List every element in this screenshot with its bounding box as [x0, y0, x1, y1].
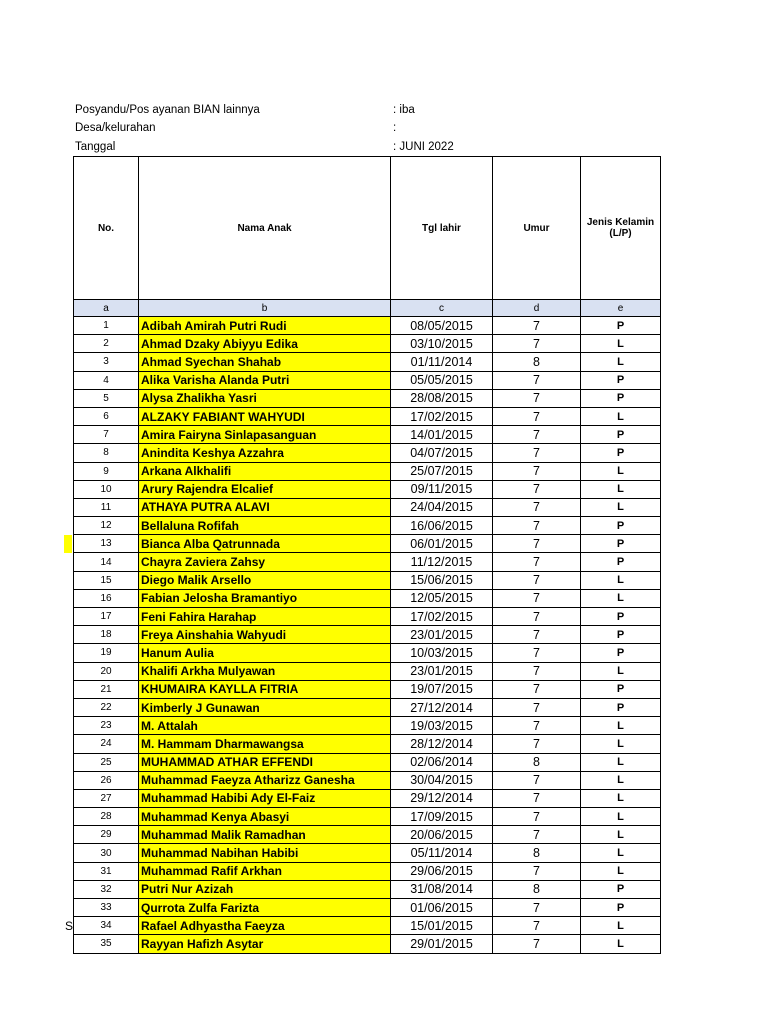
- child-name-cell: Putri Nur Azizah: [139, 880, 391, 898]
- table-header-row: [74, 157, 661, 300]
- row-number-cell: 11: [74, 498, 139, 516]
- age-cell: 7: [493, 698, 581, 716]
- child-name-cell: Hanum Aulia: [139, 644, 391, 662]
- sex-cell: L: [581, 735, 661, 753]
- age-cell: 7: [493, 571, 581, 589]
- child-name-cell: Bellaluna Rofifah: [139, 517, 391, 535]
- table-row: [74, 517, 661, 535]
- row-number-cell: 17: [74, 608, 139, 626]
- age-cell: 7: [493, 662, 581, 680]
- age-cell: 7: [493, 808, 581, 826]
- age-cell: 7: [493, 644, 581, 662]
- birth-date-cell: 20/06/2015: [391, 826, 493, 844]
- row-number-cell: 5: [74, 389, 139, 407]
- table-row: [74, 317, 661, 335]
- child-name-cell: Muhammad Faeyza Atharizz Ganesha: [139, 771, 391, 789]
- age-cell: 7: [493, 517, 581, 535]
- age-cell: 7: [493, 680, 581, 698]
- col-letter-b: b: [139, 300, 391, 317]
- sex-cell: L: [581, 662, 661, 680]
- col-header-tgl-lahir: Tgl lahir: [391, 157, 493, 300]
- birth-date-cell: 16/06/2015: [391, 517, 493, 535]
- age-cell: 8: [493, 353, 581, 371]
- highlight-mark: [64, 535, 72, 553]
- child-name-cell: Muhammad Nabihan Habibi: [139, 844, 391, 862]
- age-cell: 7: [493, 717, 581, 735]
- posyandu-value: : iba: [393, 104, 415, 116]
- sex-cell: L: [581, 789, 661, 807]
- child-name-cell: M. Attalah: [139, 717, 391, 735]
- birth-date-cell: 28/08/2015: [391, 389, 493, 407]
- sex-cell: P: [581, 680, 661, 698]
- child-name-cell: Muhammad Malik Ramadhan: [139, 826, 391, 844]
- birth-date-cell: 06/01/2015: [391, 535, 493, 553]
- row-number-cell: 14: [74, 553, 139, 571]
- birth-date-cell: 01/06/2015: [391, 899, 493, 917]
- posyandu-label: Posyandu/Pos ayanan BIAN lainnya: [75, 104, 260, 116]
- row-number-cell: 8: [74, 444, 139, 462]
- row-number-cell: 20: [74, 662, 139, 680]
- row-number-cell: 19: [74, 644, 139, 662]
- birth-date-cell: 25/07/2015: [391, 462, 493, 480]
- child-name-cell: Freya Ainshahia Wahyudi: [139, 626, 391, 644]
- sex-cell: L: [581, 589, 661, 607]
- sex-cell: P: [581, 608, 661, 626]
- col-letter-c: c: [391, 300, 493, 317]
- birth-date-cell: 29/06/2015: [391, 862, 493, 880]
- row-number-cell: 7: [74, 426, 139, 444]
- row-number-cell: 3: [74, 353, 139, 371]
- sex-cell: L: [581, 571, 661, 589]
- child-name-cell: Anindita Keshya Azzahra: [139, 444, 391, 462]
- table-row: [74, 371, 661, 389]
- sex-cell: P: [581, 371, 661, 389]
- birth-date-cell: 05/11/2014: [391, 844, 493, 862]
- table-row: [74, 353, 661, 371]
- birth-date-cell: 15/01/2015: [391, 917, 493, 935]
- row-number-cell: 21: [74, 680, 139, 698]
- birth-date-cell: 12/05/2015: [391, 589, 493, 607]
- row-number-cell: 33: [74, 899, 139, 917]
- age-cell: 7: [493, 862, 581, 880]
- sex-cell: L: [581, 844, 661, 862]
- table-row: [74, 444, 661, 462]
- sex-cell: P: [581, 535, 661, 553]
- age-cell: 7: [493, 589, 581, 607]
- desa-value: :: [393, 122, 397, 134]
- row-number-cell: 12: [74, 517, 139, 535]
- birth-date-cell: 31/08/2014: [391, 880, 493, 898]
- age-cell: 7: [493, 535, 581, 553]
- child-name-cell: Bianca Alba Qatrunnada: [139, 535, 391, 553]
- age-cell: 7: [493, 826, 581, 844]
- table-row: [74, 426, 661, 444]
- stray-text: S: [65, 919, 74, 933]
- row-number-cell: 4: [74, 371, 139, 389]
- child-name-cell: Rafael Adhyastha Faeyza: [139, 917, 391, 935]
- sex-cell: L: [581, 935, 661, 953]
- sex-cell: P: [581, 626, 661, 644]
- birth-date-cell: 11/12/2015: [391, 553, 493, 571]
- child-name-cell: Arkana Alkhalifi: [139, 462, 391, 480]
- age-cell: 7: [493, 771, 581, 789]
- child-name-cell: Ahmad Dzaky Abiyyu Edika: [139, 335, 391, 353]
- child-name-cell: Muhammad Kenya Abasyi: [139, 808, 391, 826]
- sex-cell: L: [581, 753, 661, 771]
- table-row: [74, 480, 661, 498]
- child-name-cell: Khalifi Arkha Mulyawan: [139, 662, 391, 680]
- table-row: [74, 899, 661, 917]
- col-letter-e: e: [581, 300, 661, 317]
- table-row: [74, 608, 661, 626]
- birth-date-cell: 03/10/2015: [391, 335, 493, 353]
- table-row: [74, 553, 661, 571]
- table-row: [74, 571, 661, 589]
- birth-date-cell: 23/01/2015: [391, 662, 493, 680]
- tanggal-value: : JUNI 2022: [393, 141, 454, 153]
- child-name-cell: Alika Varisha Alanda Putri: [139, 371, 391, 389]
- birth-date-cell: 27/12/2014: [391, 698, 493, 716]
- age-cell: 7: [493, 789, 581, 807]
- sex-cell: P: [581, 698, 661, 716]
- birth-date-cell: 08/05/2015: [391, 317, 493, 335]
- col-header-umur: Umur: [493, 157, 581, 300]
- sex-cell: L: [581, 462, 661, 480]
- col-letter-a: a: [74, 300, 139, 317]
- row-number-cell: 28: [74, 808, 139, 826]
- table-row: [74, 753, 661, 771]
- row-number-cell: 22: [74, 698, 139, 716]
- row-number-cell: 1: [74, 317, 139, 335]
- sex-cell: L: [581, 407, 661, 425]
- sex-cell: L: [581, 480, 661, 498]
- table-row: [74, 698, 661, 716]
- birth-date-cell: 30/04/2015: [391, 771, 493, 789]
- sex-cell: P: [581, 644, 661, 662]
- table-row: [74, 680, 661, 698]
- table-row: [74, 862, 661, 880]
- age-cell: 7: [493, 553, 581, 571]
- table-row: [74, 462, 661, 480]
- sex-cell: L: [581, 771, 661, 789]
- row-number-cell: 30: [74, 844, 139, 862]
- row-number-cell: 13: [74, 535, 139, 553]
- row-number-cell: 26: [74, 771, 139, 789]
- age-cell: 7: [493, 935, 581, 953]
- birth-date-cell: 28/12/2014: [391, 735, 493, 753]
- table-row: [74, 535, 661, 553]
- age-cell: 7: [493, 371, 581, 389]
- sex-cell: P: [581, 553, 661, 571]
- child-name-cell: Rayyan Hafizh Asytar: [139, 935, 391, 953]
- child-name-cell: Muhammad Habibi Ady El-Faiz: [139, 789, 391, 807]
- table-row: [74, 789, 661, 807]
- table-row: [74, 389, 661, 407]
- age-cell: 7: [493, 462, 581, 480]
- table-row: [74, 735, 661, 753]
- table-row: [74, 644, 661, 662]
- child-name-cell: M. Hammam Dharmawangsa: [139, 735, 391, 753]
- child-name-cell: ALZAKY FABIANT WAHYUDI: [139, 407, 391, 425]
- child-name-cell: Qurrota Zulfa Farizta: [139, 899, 391, 917]
- sex-cell: L: [581, 353, 661, 371]
- col-letter-d: d: [493, 300, 581, 317]
- row-number-cell: 6: [74, 407, 139, 425]
- table-row: [74, 717, 661, 735]
- row-number-cell: 16: [74, 589, 139, 607]
- child-name-cell: Chayra Zaviera Zahsy: [139, 553, 391, 571]
- birth-date-cell: 02/06/2014: [391, 753, 493, 771]
- age-cell: 7: [493, 444, 581, 462]
- row-number-cell: 34: [74, 917, 139, 935]
- row-number-cell: 27: [74, 789, 139, 807]
- age-cell: 7: [493, 735, 581, 753]
- table-row: [74, 880, 661, 898]
- sex-cell: L: [581, 862, 661, 880]
- birth-date-cell: 29/01/2015: [391, 935, 493, 953]
- age-cell: 8: [493, 844, 581, 862]
- row-number-cell: 2: [74, 335, 139, 353]
- row-number-cell: 25: [74, 753, 139, 771]
- child-name-cell: Ahmad Syechan Shahab: [139, 353, 391, 371]
- sex-cell: P: [581, 899, 661, 917]
- desa-label: Desa/kelurahan: [75, 122, 156, 134]
- sex-cell: P: [581, 880, 661, 898]
- age-cell: 7: [493, 626, 581, 644]
- sex-cell: P: [581, 517, 661, 535]
- child-name-cell: KHUMAIRA KAYLLA FITRIA: [139, 680, 391, 698]
- table-row: [74, 844, 661, 862]
- sex-cell: L: [581, 335, 661, 353]
- row-number-cell: 35: [74, 935, 139, 953]
- table-row: [74, 335, 661, 353]
- birth-date-cell: 19/03/2015: [391, 717, 493, 735]
- sex-cell: L: [581, 498, 661, 516]
- row-number-cell: 29: [74, 826, 139, 844]
- child-name-cell: Kimberly J Gunawan: [139, 698, 391, 716]
- birth-date-cell: 10/03/2015: [391, 644, 493, 662]
- table-row: [74, 826, 661, 844]
- row-number-cell: 10: [74, 480, 139, 498]
- row-number-cell: 18: [74, 626, 139, 644]
- child-name-cell: Alysa Zhalikha Yasri: [139, 389, 391, 407]
- birth-date-cell: 19/07/2015: [391, 680, 493, 698]
- table-row: [74, 498, 661, 516]
- col-header-no: No.: [74, 157, 139, 300]
- table-row: [74, 626, 661, 644]
- table-row: [74, 917, 661, 935]
- table-row: [74, 589, 661, 607]
- age-cell: 8: [493, 880, 581, 898]
- sex-cell: L: [581, 917, 661, 935]
- birth-date-cell: 17/09/2015: [391, 808, 493, 826]
- child-name-cell: ATHAYA PUTRA ALAVI: [139, 498, 391, 516]
- table-row: [74, 808, 661, 826]
- row-number-cell: 31: [74, 862, 139, 880]
- sex-cell: L: [581, 808, 661, 826]
- sex-cell: P: [581, 426, 661, 444]
- birth-date-cell: 15/06/2015: [391, 571, 493, 589]
- child-name-cell: Adibah Amirah Putri Rudi: [139, 317, 391, 335]
- row-number-cell: 24: [74, 735, 139, 753]
- child-name-cell: Diego Malik Arsello: [139, 571, 391, 589]
- col-header-nama-anak: Nama Anak: [139, 157, 391, 300]
- row-number-cell: 15: [74, 571, 139, 589]
- sex-cell: L: [581, 826, 661, 844]
- birth-date-cell: 04/07/2015: [391, 444, 493, 462]
- sex-cell: L: [581, 717, 661, 735]
- birth-date-cell: 05/05/2015: [391, 371, 493, 389]
- child-name-cell: Feni Fahira Harahap: [139, 608, 391, 626]
- age-cell: 7: [493, 317, 581, 335]
- row-number-cell: 9: [74, 462, 139, 480]
- birth-date-cell: 09/11/2015: [391, 480, 493, 498]
- col-header-jenis-kelamin: Jenis Kelamin (L/P): [581, 157, 661, 300]
- birth-date-cell: 14/01/2015: [391, 426, 493, 444]
- birth-date-cell: 01/11/2014: [391, 353, 493, 371]
- sex-cell: P: [581, 389, 661, 407]
- age-cell: 7: [493, 480, 581, 498]
- age-cell: 7: [493, 498, 581, 516]
- sex-cell: P: [581, 317, 661, 335]
- age-cell: 8: [493, 753, 581, 771]
- age-cell: 7: [493, 426, 581, 444]
- age-cell: 7: [493, 335, 581, 353]
- child-name-cell: Fabian Jelosha Bramantiyo: [139, 589, 391, 607]
- table-body: [74, 317, 661, 954]
- birth-date-cell: 17/02/2015: [391, 608, 493, 626]
- children-table: [73, 156, 661, 954]
- age-cell: 7: [493, 608, 581, 626]
- column-letter-row: [74, 300, 661, 317]
- sex-cell: P: [581, 444, 661, 462]
- table-row: [74, 407, 661, 425]
- birth-date-cell: 17/02/2015: [391, 407, 493, 425]
- row-number-cell: 32: [74, 880, 139, 898]
- table-row: [74, 662, 661, 680]
- table-row: [74, 771, 661, 789]
- tanggal-label: Tanggal: [75, 141, 116, 153]
- age-cell: 7: [493, 899, 581, 917]
- age-cell: 7: [493, 917, 581, 935]
- table-row: [74, 935, 661, 953]
- row-number-cell: 23: [74, 717, 139, 735]
- child-name-cell: Amira Fairyna Sinlapasanguan: [139, 426, 391, 444]
- age-cell: 7: [493, 407, 581, 425]
- birth-date-cell: 29/12/2014: [391, 789, 493, 807]
- child-name-cell: Arury Rajendra Elcalief: [139, 480, 391, 498]
- birth-date-cell: 23/01/2015: [391, 626, 493, 644]
- child-name-cell: MUHAMMAD ATHAR EFFENDI: [139, 753, 391, 771]
- child-name-cell: Muhammad Rafif Arkhan: [139, 862, 391, 880]
- age-cell: 7: [493, 389, 581, 407]
- birth-date-cell: 24/04/2015: [391, 498, 493, 516]
